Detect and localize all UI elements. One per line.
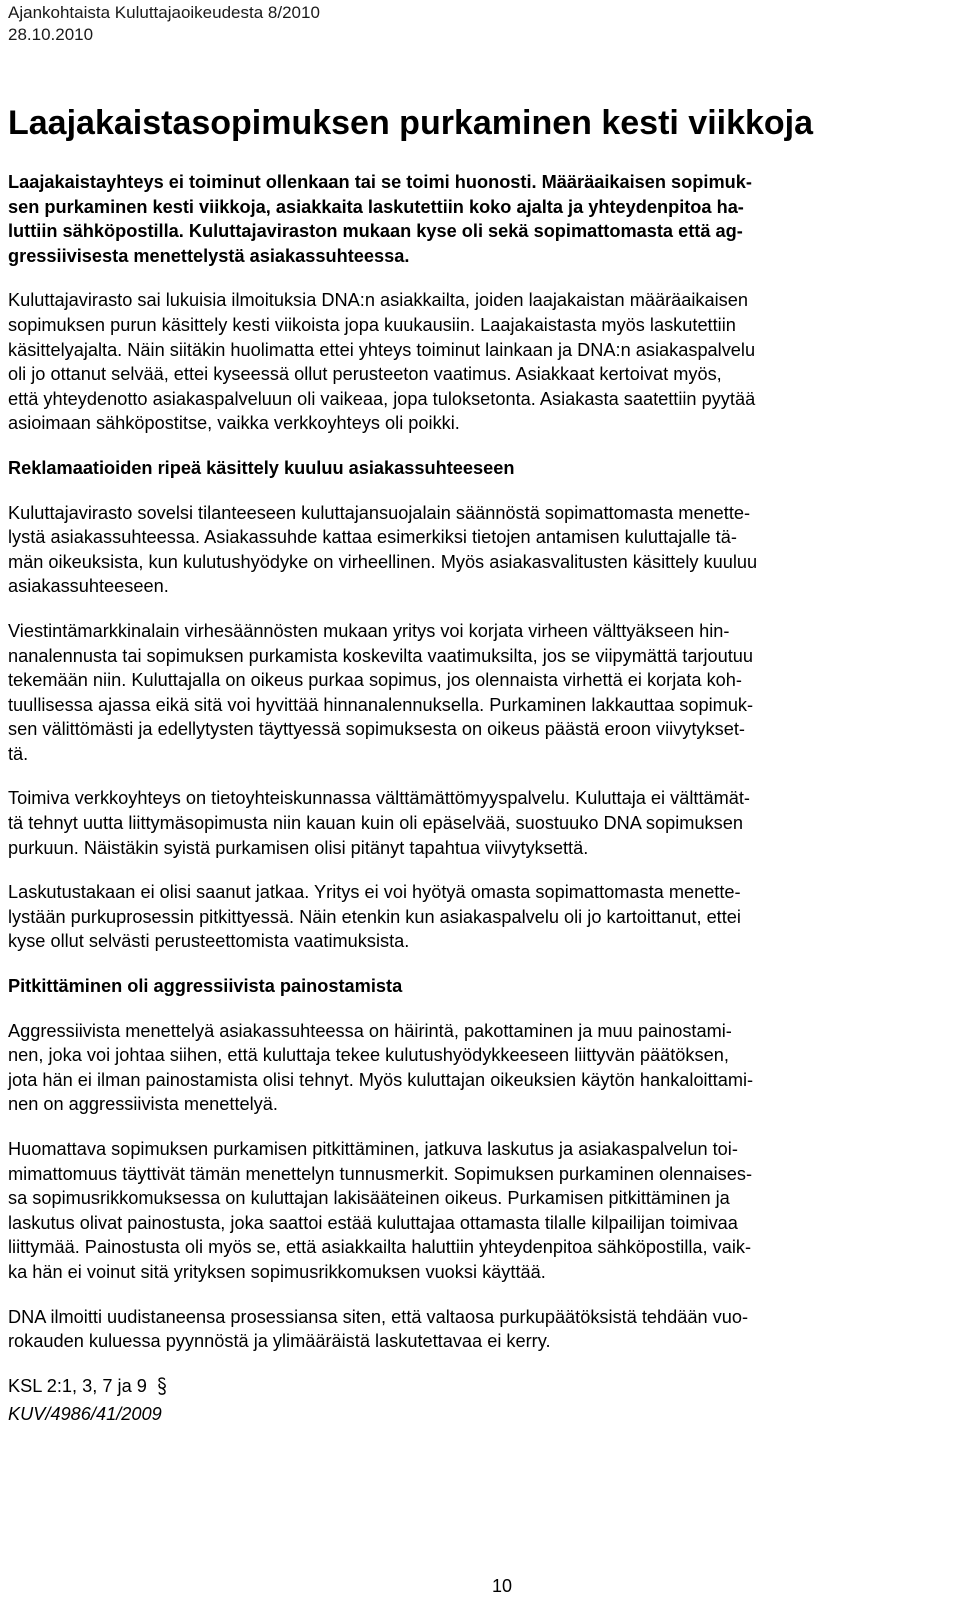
publication-date: 28.10.2010 <box>8 25 94 44</box>
text-line: luttiin sähköpostilla. Kuluttajaviraston mukaan kyse oli sekä sopimattomasta että ag- <box>8 221 743 242</box>
text-line: asioimaan sähköpostitse, vaikka verkkoyhteys oli poikki. <box>8 413 460 434</box>
lead-paragraph <box>8 170 928 268</box>
body-paragraph <box>8 880 928 954</box>
body-paragraph <box>8 1137 928 1285</box>
body-paragraph <box>8 619 928 767</box>
article-title: Laajakaistasopimuksen purkaminen kesti viikkoja <box>8 104 814 142</box>
document-page <box>8 0 928 1596</box>
page-header <box>8 2 928 46</box>
law-reference: KSL 2:1, 3, 7 ja 9 <box>8 1375 147 1396</box>
text-line: lystä asiakassuhteessa. Asiakassuhde kattaa esimerkiksi tietojen antamisen kuluttajalle tä- <box>8 527 737 548</box>
text-line: Toimiva verkkoyhteys on tietoyhteiskunnassa välttämättömyyspalvelu. Kuluttaja ei välttämät- <box>8 788 750 809</box>
text-line: sen välittömästi ja edellytysten täyttyessä sopimuksesta on oikeus päästä eroon viivytykset- <box>8 719 745 740</box>
text-line: lystään purkuprosessin pitkittyessä. Näin etenkin kun asiakaspalvelu oli jo kartoittanut, ettei <box>8 906 741 927</box>
case-number: KUV/4986/41/2009 <box>8 1404 162 1425</box>
text-line: jota hän ei ilman painostamista olisi tehnyt. Myös kuluttajan oikeuksien käytön hankaloittami- <box>8 1069 754 1090</box>
text-line: nen on aggressiivista menettelyä. <box>8 1094 278 1115</box>
text-line: tekemään niin. Kuluttajalla on oikeus purkaa sopimus, jos olennaista virhettä ei korjata koh- <box>8 670 742 691</box>
publication-name: Ajankohtaista Kuluttajaoikeudesta 8/2010 <box>8 3 320 22</box>
text-line: kyse ollut selvästi perusteettomista vaatimuksista. <box>8 931 410 952</box>
body-paragraph <box>8 786 928 860</box>
text-line: tä. <box>8 743 29 764</box>
text-line: nanalennusta tai sopimuksen purkamista koskevilta vaatimuksilta, jos se viipymättä tarjoutuu <box>8 645 754 666</box>
text-line: män oikeuksista, kun kulutushyödyke on virheellinen. Myös asiakasvalitusten käsittely kuuluu <box>8 551 758 572</box>
text-line: DNA ilmoitti uudistaneensa prosessiansa siten, että valtaosa purkupäätöksistä tehdään vuo- <box>8 1306 749 1327</box>
text-line: että yhteydenotto asiakaspalveluun oli vaikeaa, jopa tuloksetonta. Asiakasta saatettiin pyytää <box>8 388 756 409</box>
legal-reference <box>8 1374 928 1427</box>
body-paragraph <box>8 501 928 599</box>
text-line: Kuluttajavirasto sai lukuisia ilmoituksia DNA:n asiakkailta, joiden laajakaistan määräaikaisen <box>8 290 748 311</box>
law-reference-line <box>8 1374 928 1403</box>
text-line: käsittelyajalta. Näin siitäkin huolimatta ettei yhteys toiminut lainkaan ja DNA:n asiakaspalvelu <box>8 339 756 360</box>
text-line: Kuluttajavirasto sovelsi tilanteeseen kuluttajansuojalain säännöstä sopimattomasta menette- <box>8 502 751 523</box>
text-line: Viestintämarkkinalain virhesäännösten mukaan yritys voi korjata virheen välttyäkseen hin- <box>8 620 730 641</box>
section-heading: Pitkittäminen oli aggressiivista painostamista <box>8 976 403 997</box>
intro-paragraph <box>8 288 928 436</box>
text-line: mimattomuus täyttivät tämän menettelyn tunnusmerkit. Sopimuksen purkaminen olennaises- <box>8 1163 753 1184</box>
article-body <box>8 170 928 1427</box>
text-line: asiakassuhteeseen. <box>8 576 169 597</box>
text-line: Laskutustakaan ei olisi saanut jatkaa. Yritys ei voi hyötyä omasta sopimattomasta menette- <box>8 882 741 903</box>
body-paragraph <box>8 1305 928 1354</box>
section-sign-icon <box>156 1376 168 1403</box>
text-line: Huomattava sopimuksen purkamisen pitkittäminen, jatkuva laskutus ja asiakaspalvelun toi- <box>8 1139 738 1159</box>
text-line: nen, joka voi johtaa siihen, että kuluttaja tekee kulutushyödykkeeseen liittyvän päätöksen, <box>8 1045 729 1066</box>
text-line: oli jo ottanut selvää, ettei kyseessä ollut perusteeton vaatimus. Asiakkaat kertoivat myös, <box>8 364 722 385</box>
section-heading: Reklamaatioiden ripeä käsittely kuuluu asiakassuhteeseen <box>8 457 515 478</box>
text-line: sa sopimusrikkomuksessa on kuluttajan lakisääteinen oikeus. Purkamisen pitkittäminen ja <box>8 1188 730 1209</box>
page-number: 10 <box>492 1576 513 1596</box>
body-paragraph <box>8 1019 928 1117</box>
text-line: laskutus olivat painostusta, joka saattoi estää kuluttajaa ottamasta tilalle kilpailijan toimivaa <box>8 1212 738 1233</box>
text-line: purkuun. Näistäkin syistä purkamisen olisi pitänyt tapahtua viivytyksettä. <box>8 837 589 858</box>
text-line: ka hän ei voinut sitä yrityksen sopimusrikkomuksen vuoksi käyttää. <box>8 1261 546 1282</box>
text-line: sen purkaminen kesti viikkoja, asiakkaita laskutettiin koko ajalta ja yhteydenpitoa ha- <box>8 196 744 217</box>
text-line: tuullisessa ajassa eikä sitä voi hyvittää hinnanalennuksella. Purkaminen lakkauttaa sopimuk- <box>8 694 754 715</box>
text-line: Aggressiivista menettelyä asiakassuhteessa on häirintä, pakottaminen ja muu painostami- <box>8 1020 732 1041</box>
text-line: sopimuksen purun käsittely kesti viikoista jopa kuukausiin. Laajakaistasta myös laskutettiin <box>8 314 736 335</box>
text-line: tä tehnyt uutta liittymäsopimusta niin kauan kuin oli epäselvää, suostuuko DNA sopimuksen <box>8 813 743 834</box>
text-line: Laajakaistayhteys ei toiminut ollenkaan tai se toimi huonosti. Määräaikaisen sopimuk- <box>8 172 752 192</box>
text-line: gressiivisesta menettelystä asiakassuhteessa. <box>8 245 410 266</box>
text-line: liittymää. Painostusta oli myös se, että asiakkailta haluttiin yhteydenpitoa sähköpostilla, vaik- <box>8 1237 752 1258</box>
text-line: rokauden kuluessa pyynnöstä ja ylimääräistä laskutettavaa ei kerry. <box>8 1331 551 1352</box>
